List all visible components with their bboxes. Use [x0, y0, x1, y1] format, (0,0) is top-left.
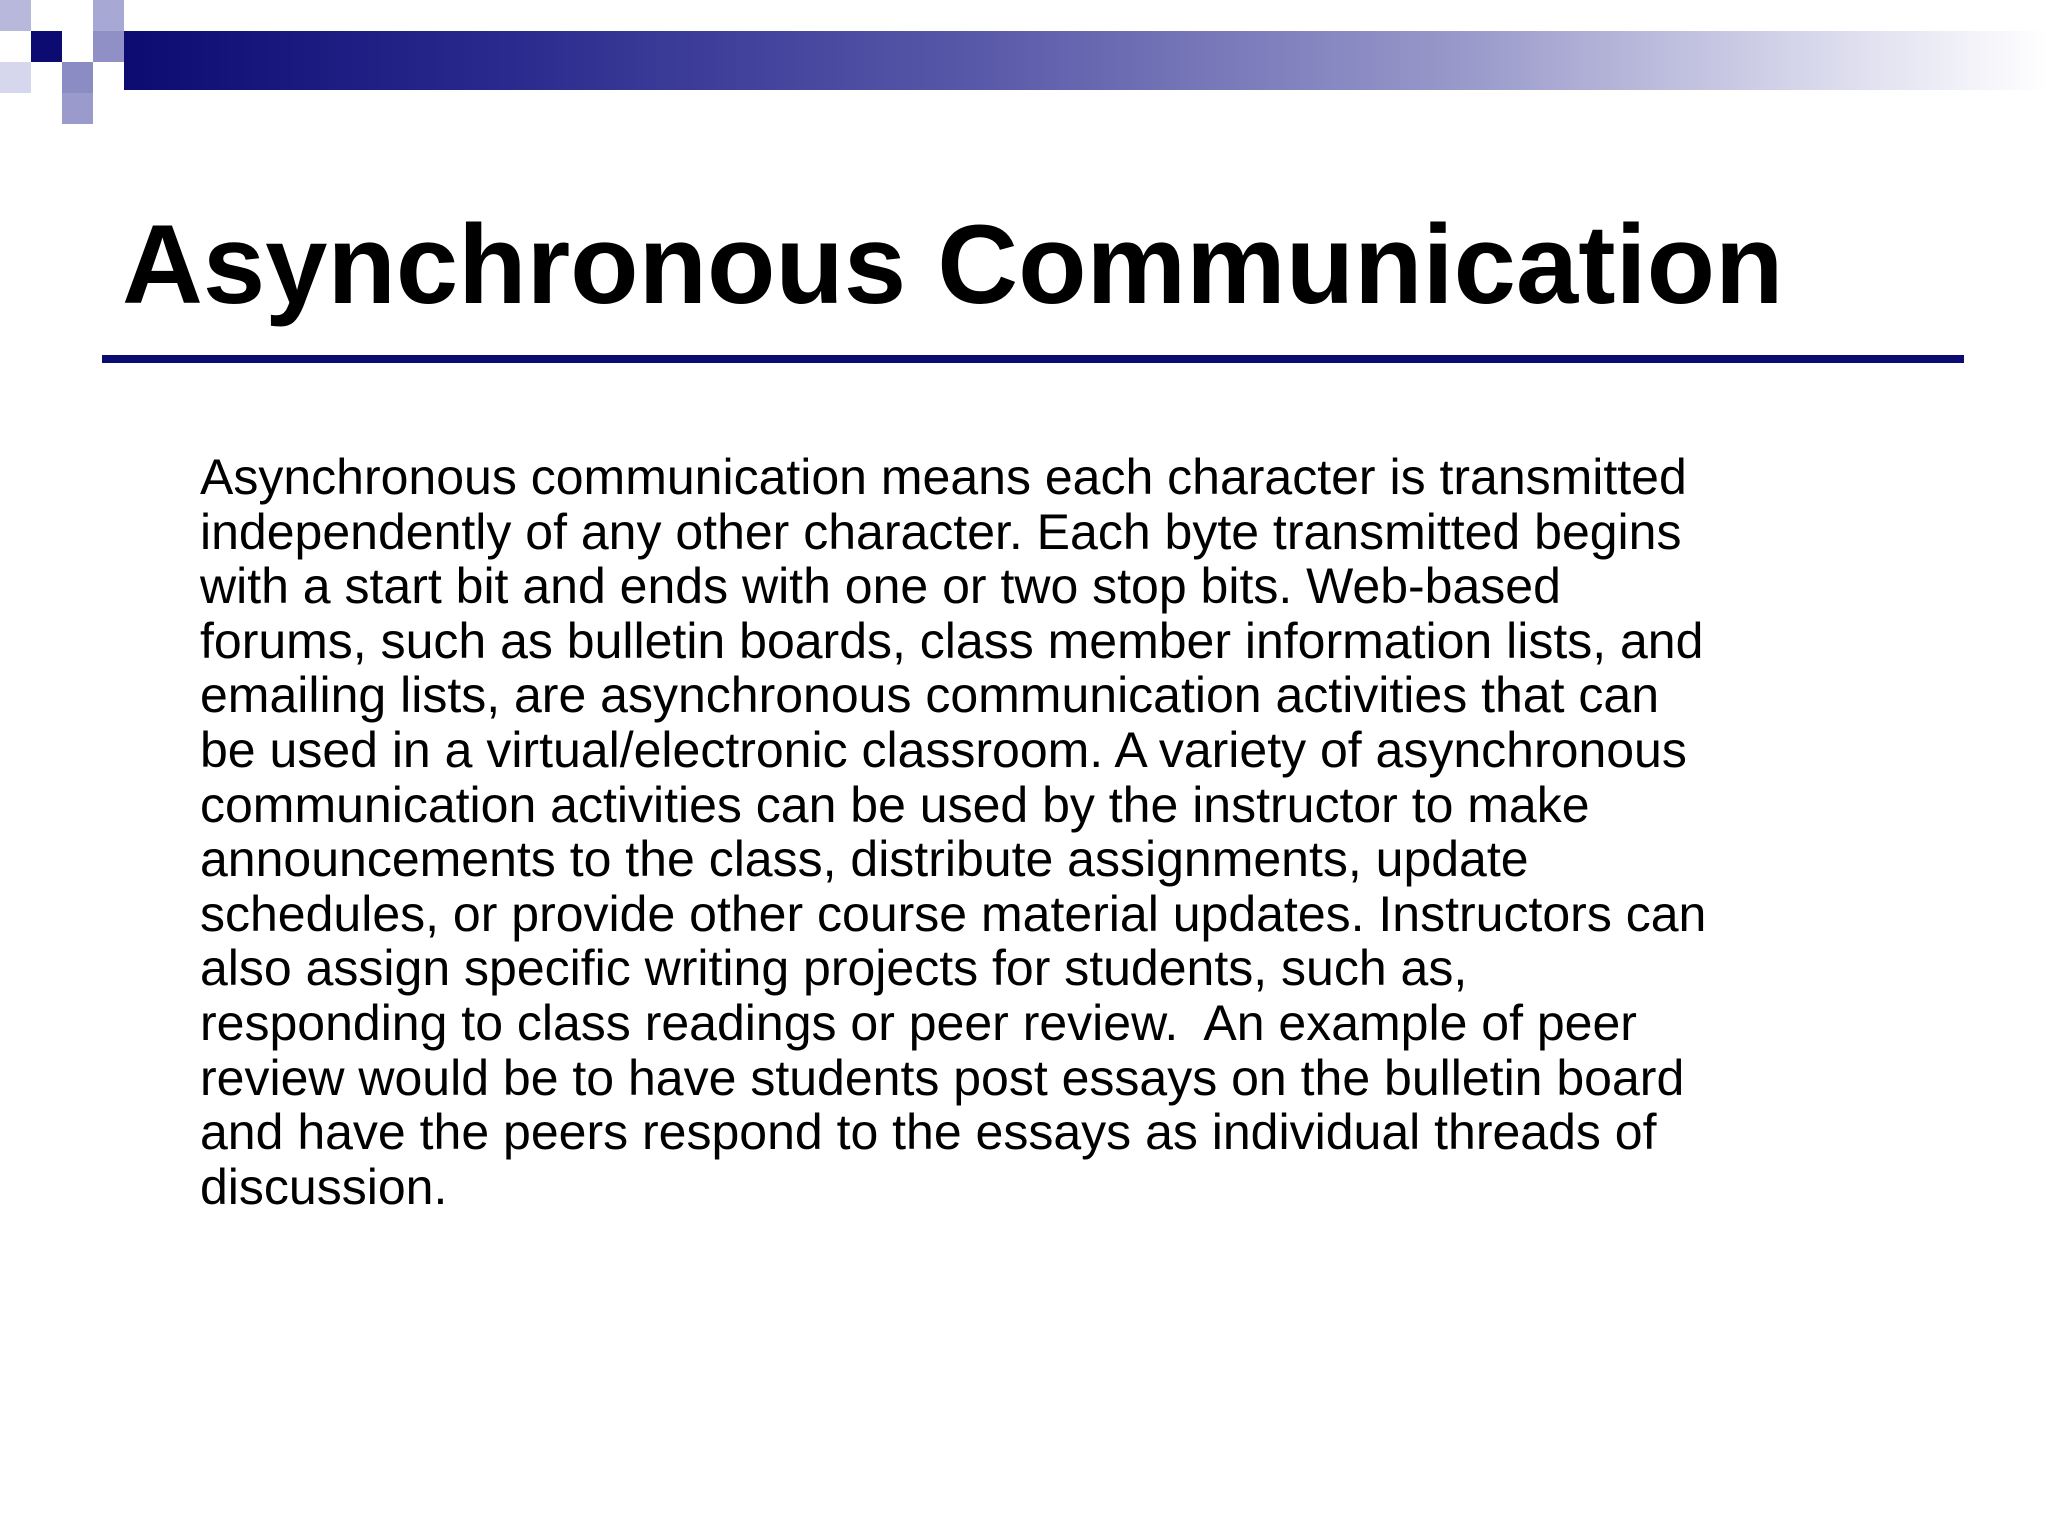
decorative-square: [62, 93, 93, 124]
body-line: Asynchronous communication means each character is transmitted: [200, 449, 1687, 505]
decorative-square: [0, 0, 31, 31]
decorative-square: [93, 31, 124, 62]
body-line: announcements to the class, distribute assignments, update: [200, 831, 1529, 888]
body-line: review would be to have students post essays on the bulletin board: [200, 1049, 1685, 1106]
body-line: also assign specific writing projects for students, such as,: [200, 940, 1468, 997]
decorative-square: [0, 62, 31, 93]
body-line: discussion.: [200, 1158, 448, 1215]
title-divider: [102, 355, 1964, 363]
body-line: and have the peers respond to the essays as individual threads of: [200, 1104, 1657, 1161]
body-line: schedules, or provide other course material updates. Instructors can: [200, 885, 1707, 942]
body-line: communication activities can be used by the instructor to make: [200, 776, 1590, 833]
header-gradient-bar: [124, 31, 2048, 90]
body-line: be used in a virtual/electronic classroom. A variety of asynchronous: [200, 721, 1687, 778]
slide-body: [200, 450, 1960, 1214]
slide-title: Asynchronous Communication: [122, 202, 1784, 327]
body-line: with a start bit and ends with one or two stop bits. Web-based: [200, 558, 1561, 615]
decorative-square: [93, 0, 124, 31]
decorative-square: [62, 62, 93, 93]
body-line: emailing lists, are asynchronous communication activities that can: [200, 667, 1660, 724]
body-line: independently of any other character. Each byte transmitted begins: [200, 503, 1682, 560]
body-line: responding to class readings or peer review. An example of peer: [200, 994, 1637, 1051]
body-line: forums, such as bulletin boards, class member information lists, and: [200, 612, 1704, 669]
decorative-square: [31, 31, 62, 62]
